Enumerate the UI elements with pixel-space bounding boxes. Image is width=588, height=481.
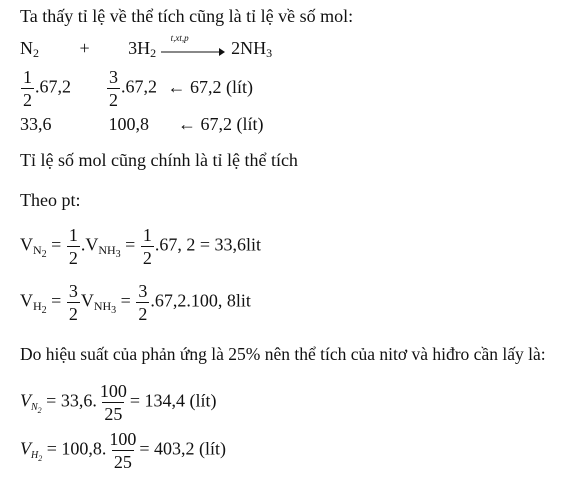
row1-term2: .67,2 [121, 76, 157, 97]
plus-sign: + [79, 38, 90, 58]
reaction-arrow [161, 32, 225, 59]
reaction-condition: t,xt,p [170, 32, 189, 43]
fraction-three-halves: $\frac{3}{2}$ [109, 67, 118, 110]
final2-result: = 403,2 (lít) [139, 438, 227, 459]
mole-ratio-row-2 [20, 114, 264, 135]
row2-n2-volume: 33,6 [20, 114, 52, 134]
mole-ratio-row-1 [20, 68, 253, 109]
fraction-three-halves: $\frac{3}{2}$ [68, 281, 78, 324]
eq2-result: .67,2.100, 8lit [150, 290, 251, 311]
reactant-n2: $N_2$ [20, 38, 39, 60]
equation-v-n2: $V_{N_2}$ = $\frac{1}{2}$ $.V_{NH_3}$ = $\frac{1}{2}$ .67, 2 = 33,6lit [20, 225, 261, 268]
arrow-right-icon [161, 47, 225, 57]
intro-text: Ta thấy tỉ lệ về thể tích cũng là tỉ lệ về số mol: [20, 6, 354, 26]
theo-pt-label: Theo pt: [20, 190, 81, 210]
reaction-equation [20, 32, 273, 61]
reactant-h2: $3H_2$ [128, 38, 157, 60]
row2-arrow-value: ← 67,2 (lít) [178, 114, 264, 134]
row1-term1: .67,2 [35, 76, 71, 97]
fraction-one-half: $\frac{1}{2}$ [68, 225, 78, 268]
efficiency-note: Do hiệu suất của phản ứng là 25% nên thể tích của nitơ và hiđro cần lấy là: [20, 344, 546, 364]
final-v-n2: $V_{N_2} = 33,6$. $\frac{100}{25}$ = 134,4 (lít) [20, 381, 217, 424]
equation-v-h2: $V_{H_2}$ = $\frac{3}{2}$ $V_{NH_3}$ = $\frac{3}{2}$ .67,2.100, 8lit [20, 281, 251, 324]
eq1-result: .67, 2 = 33,6lit [154, 234, 261, 255]
row1-arrow-value: ← 67,2 (lít) [167, 76, 253, 97]
ratio-note: Tỉ lệ số mol cũng chính là tỉ lệ thể tích [20, 150, 298, 170]
fraction-one-half-2: $\frac{1}{2}$ [142, 225, 152, 268]
product-nh3: $2NH_3$ [231, 38, 273, 60]
fraction-one-half: $\frac{1}{2}$ [23, 67, 32, 110]
fraction-three-halves-2: $\frac{3}{2}$ [138, 281, 148, 324]
fraction-100-over-25-2: $\frac{100}{25}$ [109, 429, 137, 472]
final-v-h2: $V_{H_2} = 100,8$. $\frac{100}{25}$ = 403,2 (lít) [20, 429, 227, 472]
fraction-100-over-25: $\frac{100}{25}$ [99, 381, 127, 424]
final1-result: = 134,4 (lít) [129, 390, 217, 411]
row2-h2-volume: 100,8 [108, 114, 149, 134]
